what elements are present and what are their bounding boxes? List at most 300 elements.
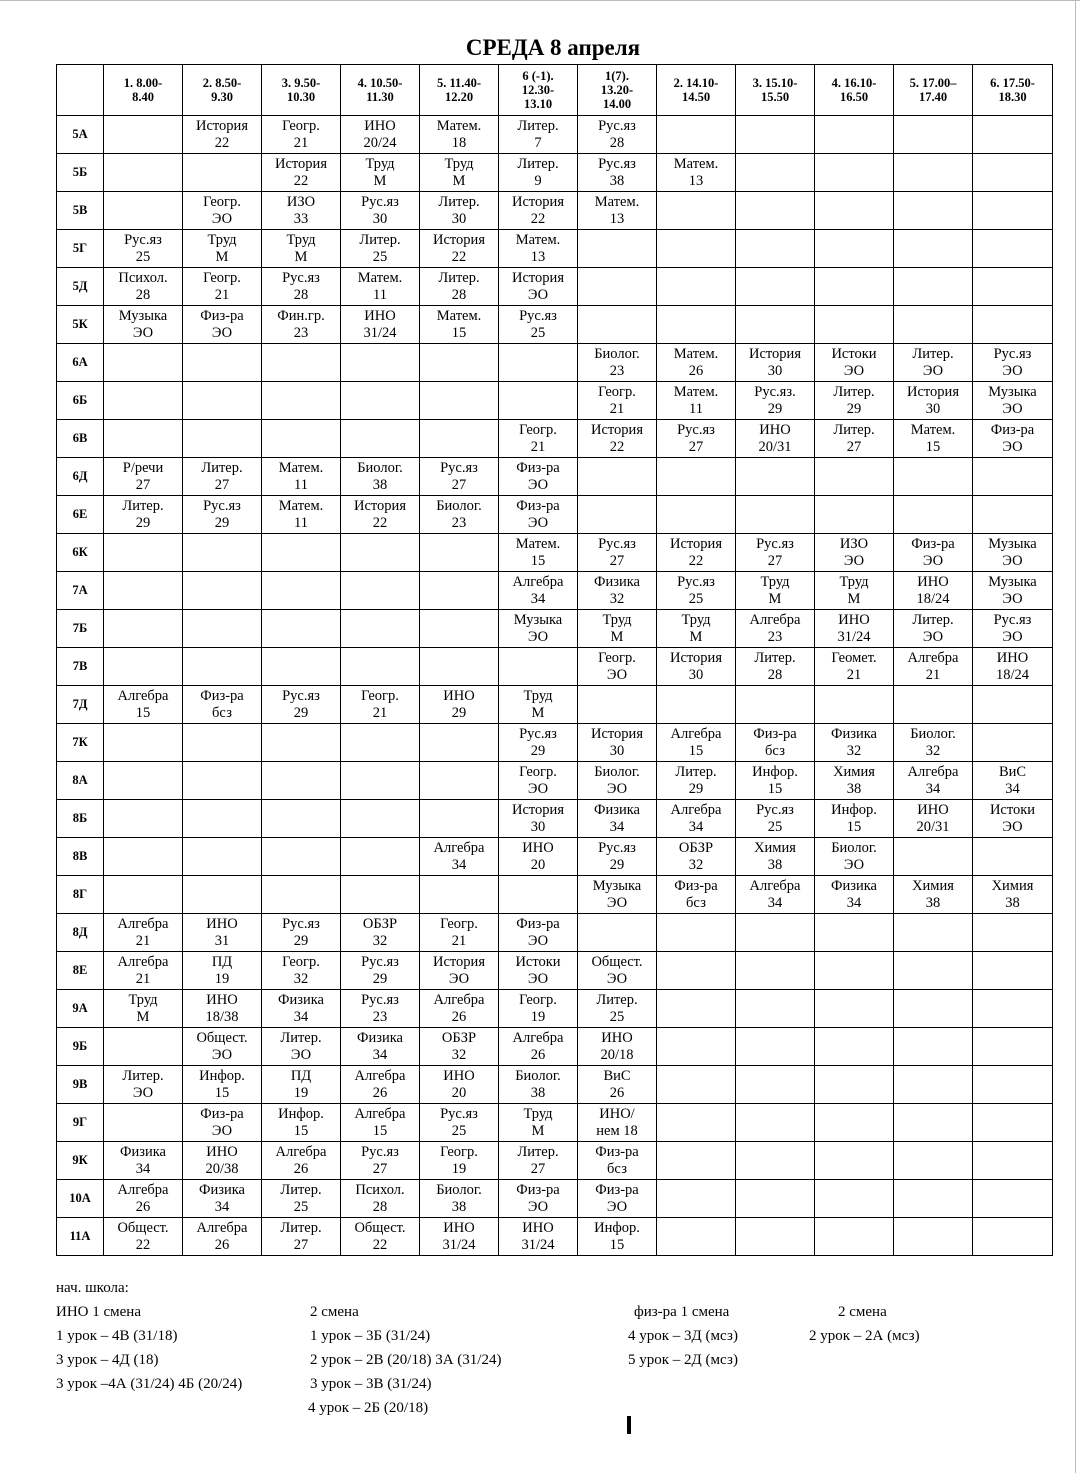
lesson-room: ЭО bbox=[1002, 552, 1023, 569]
lesson-room: 29 bbox=[609, 856, 625, 873]
lesson-room: 11 bbox=[373, 286, 387, 303]
class-label: 7Б bbox=[57, 610, 104, 648]
lesson-cell bbox=[578, 534, 657, 572]
lesson-room: М bbox=[689, 628, 703, 645]
lesson-cell bbox=[183, 382, 262, 420]
lesson-subject: Алгебра bbox=[670, 725, 722, 742]
lesson-cell bbox=[894, 534, 973, 572]
lesson-cell bbox=[973, 154, 1053, 192]
class-label: 8Д bbox=[57, 914, 104, 952]
lesson-subject: Биолог. bbox=[594, 345, 640, 362]
lesson-room: 15 bbox=[925, 438, 941, 455]
class-label: 6В bbox=[57, 420, 104, 458]
lesson-cell bbox=[578, 344, 657, 382]
lesson-room: 22 bbox=[372, 514, 388, 531]
ino-shift2-item: 4 урок – 2Б (20/18) bbox=[308, 1400, 429, 1416]
lesson-room: 28 bbox=[767, 666, 783, 683]
lesson-cell bbox=[973, 1218, 1053, 1256]
lesson-subject: Рус.яз bbox=[124, 231, 162, 248]
lesson-subject: Литер. bbox=[912, 611, 954, 628]
lesson-cell bbox=[262, 230, 341, 268]
lesson-cell bbox=[815, 306, 894, 344]
lesson-cell bbox=[894, 306, 973, 344]
lesson-cell bbox=[578, 876, 657, 914]
lesson-cell bbox=[973, 1142, 1053, 1180]
lesson-room: бсз bbox=[765, 742, 785, 759]
lesson-room: 13 bbox=[609, 210, 625, 227]
lesson-cell bbox=[578, 420, 657, 458]
lesson-room: М bbox=[452, 172, 466, 189]
lesson-cell bbox=[657, 1180, 736, 1218]
lesson-cell bbox=[973, 610, 1053, 648]
lesson-subject: ИНО bbox=[443, 1219, 475, 1236]
period-time-line: 15.50 bbox=[760, 90, 790, 104]
lesson-cell bbox=[341, 382, 420, 420]
lesson-cell bbox=[736, 116, 815, 154]
lesson-subject: Музыка bbox=[592, 877, 642, 894]
lesson-subject: Литер. bbox=[201, 459, 243, 476]
lesson-cell bbox=[736, 610, 815, 648]
table-row bbox=[57, 762, 1053, 800]
lesson-subject: Геогр. bbox=[203, 269, 241, 286]
lesson-cell bbox=[341, 610, 420, 648]
lesson-cell bbox=[499, 1028, 578, 1066]
lesson-subject: Рус.яз bbox=[519, 307, 557, 324]
lesson-subject: Литер. bbox=[754, 649, 796, 666]
lesson-cell bbox=[894, 268, 973, 306]
lesson-cell bbox=[815, 1142, 894, 1180]
lesson-room: 27 bbox=[372, 1160, 388, 1177]
lesson-subject: Биолог. bbox=[831, 839, 877, 856]
period-time-line: 5. 17.00– bbox=[909, 76, 957, 90]
lesson-cell bbox=[183, 572, 262, 610]
lesson-cell bbox=[736, 1104, 815, 1142]
lesson-room: 27 bbox=[688, 438, 704, 455]
lesson-cell bbox=[262, 382, 341, 420]
period-time-line: 12.20 bbox=[444, 90, 474, 104]
lesson-room: 25 bbox=[372, 248, 388, 265]
lesson-room: ЭО bbox=[606, 970, 628, 987]
lesson-room: 30 bbox=[925, 400, 941, 417]
lesson-room: 22 bbox=[451, 248, 467, 265]
lesson-cell bbox=[894, 1218, 973, 1256]
lesson-cell bbox=[420, 1028, 499, 1066]
lesson-cell bbox=[815, 268, 894, 306]
lesson-room: 31/24 bbox=[521, 1236, 555, 1253]
lesson-room: 13 bbox=[530, 248, 546, 265]
lesson-room: ЭО bbox=[1002, 362, 1023, 379]
lesson-room: 26 bbox=[372, 1084, 388, 1101]
ino-shift2-heading: 2 смена bbox=[310, 1304, 359, 1320]
class-label: 8Е bbox=[57, 952, 104, 990]
lesson-subject: Матем. bbox=[594, 193, 640, 210]
lesson-room: ЭО bbox=[448, 970, 470, 987]
lesson-cell bbox=[894, 458, 973, 496]
lesson-room: 34 bbox=[688, 818, 704, 835]
lesson-subject: ИНО bbox=[206, 915, 238, 932]
lesson-room: 34 bbox=[925, 780, 941, 797]
lesson-cell bbox=[104, 420, 183, 458]
lesson-subject: Рус.яз bbox=[756, 535, 794, 552]
lesson-cell bbox=[262, 496, 341, 534]
lesson-room: 29 bbox=[372, 970, 388, 987]
lesson-subject: Алгебра bbox=[117, 687, 169, 704]
lesson-room: ЭО bbox=[211, 1122, 233, 1139]
lesson-cell bbox=[894, 572, 973, 610]
lesson-cell bbox=[183, 876, 262, 914]
lesson-cell bbox=[499, 572, 578, 610]
lesson-room: 20/24 bbox=[363, 134, 397, 151]
lesson-room: 30 bbox=[609, 742, 625, 759]
lesson-cell bbox=[341, 116, 420, 154]
period-time-line: 2. 14.10- bbox=[673, 76, 719, 90]
lesson-cell bbox=[578, 724, 657, 762]
lesson-cell bbox=[104, 230, 183, 268]
lesson-cell bbox=[104, 192, 183, 230]
lesson-cell bbox=[815, 724, 894, 762]
lesson-subject: Алгебра bbox=[670, 801, 722, 818]
lesson-cell bbox=[420, 876, 499, 914]
lesson-cell bbox=[183, 914, 262, 952]
lesson-room: 31 bbox=[214, 932, 230, 949]
lesson-subject: Матем. bbox=[515, 535, 561, 552]
lesson-subject: Рус.яз bbox=[598, 839, 636, 856]
lesson-cell bbox=[578, 648, 657, 686]
lesson-cell bbox=[657, 990, 736, 1028]
lesson-subject: Физ-ра bbox=[990, 421, 1035, 438]
lesson-room: 30 bbox=[530, 818, 546, 835]
lesson-cell bbox=[499, 876, 578, 914]
lesson-room: 27 bbox=[846, 438, 862, 455]
lesson-cell bbox=[420, 762, 499, 800]
lesson-subject: Алгебра bbox=[117, 1181, 169, 1198]
lesson-subject: ИЗО bbox=[286, 193, 316, 210]
period-header bbox=[736, 65, 815, 116]
lesson-subject: Рус.яз bbox=[677, 421, 715, 438]
lesson-subject: Физ-ра bbox=[674, 877, 718, 894]
lesson-room: ЭО bbox=[843, 362, 865, 379]
lesson-subject: Рус.яз bbox=[993, 611, 1032, 628]
lesson-room: 25 bbox=[293, 1198, 309, 1215]
lesson-cell bbox=[104, 990, 183, 1028]
lesson-cell bbox=[262, 724, 341, 762]
lesson-room: 20/31 bbox=[916, 818, 950, 835]
lesson-cell bbox=[104, 1066, 183, 1104]
lesson-cell bbox=[973, 952, 1053, 990]
class-label: 9Б bbox=[57, 1028, 104, 1066]
table-row bbox=[57, 876, 1053, 914]
lesson-room: 18/24 bbox=[995, 666, 1030, 683]
period-header bbox=[973, 65, 1053, 116]
lesson-cell bbox=[973, 800, 1053, 838]
lesson-subject: История bbox=[354, 497, 406, 514]
lesson-cell bbox=[183, 306, 262, 344]
lesson-room: 15 bbox=[846, 818, 862, 835]
lesson-subject: Биолог. bbox=[436, 497, 482, 514]
lesson-cell bbox=[736, 800, 815, 838]
lesson-cell bbox=[104, 838, 183, 876]
lesson-room: 18/24 bbox=[916, 590, 950, 607]
lesson-room: 27 bbox=[530, 1160, 546, 1177]
table-row bbox=[57, 382, 1053, 420]
lesson-cell bbox=[894, 420, 973, 458]
lesson-subject: Музыка bbox=[988, 535, 1037, 552]
lesson-cell bbox=[420, 382, 499, 420]
lesson-cell bbox=[262, 648, 341, 686]
lesson-cell bbox=[815, 762, 894, 800]
lesson-room: 23 bbox=[767, 628, 783, 645]
lesson-cell bbox=[815, 1104, 894, 1142]
lesson-cell bbox=[183, 230, 262, 268]
lesson-subject: Матем. bbox=[673, 155, 719, 172]
lesson-room: 20 bbox=[451, 1084, 467, 1101]
lesson-cell bbox=[262, 838, 341, 876]
period-header bbox=[341, 65, 420, 116]
lesson-subject: Литер. bbox=[280, 1181, 322, 1198]
lesson-cell bbox=[104, 116, 183, 154]
lesson-cell bbox=[183, 990, 262, 1028]
lesson-cell bbox=[894, 686, 973, 724]
lesson-room: бсз bbox=[607, 1160, 627, 1177]
class-label: 8Б bbox=[57, 800, 104, 838]
lesson-subject: Физ-ра bbox=[200, 307, 244, 324]
lesson-cell bbox=[499, 154, 578, 192]
lesson-subject: Р/речи bbox=[122, 459, 164, 476]
lesson-cell bbox=[736, 990, 815, 1028]
lesson-subject: ИНО bbox=[522, 839, 554, 856]
lesson-subject: ИНО bbox=[443, 687, 475, 704]
lesson-subject: Физика bbox=[831, 877, 877, 894]
lesson-subject: Алгебра bbox=[749, 611, 801, 628]
lesson-cell bbox=[341, 648, 420, 686]
lesson-cell bbox=[262, 116, 341, 154]
lesson-room: ЭО bbox=[606, 1198, 628, 1215]
lesson-cell bbox=[262, 990, 341, 1028]
lesson-cell bbox=[499, 458, 578, 496]
lesson-cell bbox=[420, 154, 499, 192]
lesson-cell bbox=[499, 116, 578, 154]
lesson-room: 32 bbox=[451, 1046, 467, 1063]
lesson-cell bbox=[420, 952, 499, 990]
lesson-room: 25 bbox=[688, 590, 704, 607]
lesson-cell bbox=[341, 572, 420, 610]
table-row bbox=[57, 838, 1053, 876]
lesson-room: М bbox=[768, 590, 782, 607]
lesson-cell bbox=[973, 458, 1053, 496]
lesson-cell bbox=[104, 762, 183, 800]
lesson-cell bbox=[262, 1180, 341, 1218]
lesson-room: 18/38 bbox=[205, 1008, 239, 1025]
lesson-subject: Рус.яз bbox=[361, 991, 399, 1008]
lesson-cell bbox=[736, 192, 815, 230]
lesson-room: 29 bbox=[135, 514, 151, 531]
class-label: 5Д bbox=[57, 268, 104, 306]
lesson-cell bbox=[341, 914, 420, 952]
lesson-room: 11 bbox=[294, 514, 308, 531]
lesson-cell bbox=[341, 344, 420, 382]
lesson-subject: Инфор. bbox=[199, 1067, 245, 1084]
lesson-subject: Матем. bbox=[278, 459, 324, 476]
lesson-cell bbox=[499, 192, 578, 230]
lesson-subject: История bbox=[670, 535, 722, 552]
lesson-subject: Истоки bbox=[831, 345, 877, 362]
lesson-room: 15 bbox=[767, 780, 783, 797]
lesson-cell bbox=[657, 496, 736, 534]
period-time-line: 17.40 bbox=[918, 90, 948, 104]
lesson-subject: Физ-ра bbox=[200, 1105, 244, 1122]
lesson-cell bbox=[420, 1142, 499, 1180]
lesson-cell bbox=[736, 344, 815, 382]
lesson-cell bbox=[657, 154, 736, 192]
lesson-cell bbox=[894, 154, 973, 192]
period-time-line: 18.30 bbox=[998, 90, 1027, 104]
lesson-subject: Химия bbox=[991, 877, 1034, 894]
lesson-room: М bbox=[294, 248, 308, 265]
lesson-cell bbox=[657, 952, 736, 990]
table-row bbox=[57, 192, 1053, 230]
lesson-cell bbox=[420, 192, 499, 230]
lesson-subject: Рус.яз bbox=[440, 1105, 478, 1122]
lesson-room: 38 bbox=[767, 856, 783, 873]
lesson-cell bbox=[499, 306, 578, 344]
lesson-cell bbox=[815, 458, 894, 496]
lesson-cell bbox=[262, 1142, 341, 1180]
lesson-cell bbox=[262, 1104, 341, 1142]
lesson-cell bbox=[815, 648, 894, 686]
lesson-cell bbox=[341, 154, 420, 192]
period-header bbox=[578, 65, 657, 116]
lesson-cell bbox=[341, 534, 420, 572]
lesson-cell bbox=[578, 990, 657, 1028]
table-row bbox=[57, 1028, 1053, 1066]
lesson-cell bbox=[736, 876, 815, 914]
class-label: 7Д bbox=[57, 686, 104, 724]
lesson-subject: Труд bbox=[286, 231, 316, 248]
lesson-room: 22 bbox=[293, 172, 309, 189]
lesson-cell bbox=[104, 306, 183, 344]
lesson-cell bbox=[578, 1218, 657, 1256]
lesson-cell bbox=[894, 724, 973, 762]
lesson-room: 34 bbox=[372, 1046, 388, 1063]
lesson-cell bbox=[262, 192, 341, 230]
page-right-edge bbox=[1075, 0, 1076, 1473]
lesson-subject: Матем. bbox=[515, 231, 561, 248]
lesson-cell bbox=[341, 306, 420, 344]
lesson-cell bbox=[894, 116, 973, 154]
lesson-subject: Биолог. bbox=[910, 725, 956, 742]
lesson-cell bbox=[341, 1180, 420, 1218]
period-time-line: 4. 16.10- bbox=[831, 76, 877, 90]
lesson-subject: Геогр. bbox=[440, 1143, 478, 1160]
period-time-line: 3. 15.10- bbox=[752, 76, 798, 90]
lesson-subject: Геогр. bbox=[203, 193, 241, 210]
lesson-subject: Труд bbox=[602, 611, 632, 628]
lesson-subject: Общест. bbox=[117, 1219, 169, 1236]
lesson-subject: ОБЗР bbox=[362, 915, 398, 932]
ino-shift1-item: 1 урок – 4В (31/18) bbox=[56, 1328, 178, 1344]
table-row bbox=[57, 686, 1053, 724]
lesson-subject: Фин.гр. bbox=[277, 307, 325, 324]
lesson-subject: Алгебра bbox=[354, 1067, 406, 1084]
period-time-line: 11.30 bbox=[366, 90, 394, 104]
lesson-cell bbox=[262, 534, 341, 572]
lesson-cell bbox=[341, 420, 420, 458]
lesson-cell bbox=[104, 496, 183, 534]
lesson-cell bbox=[657, 420, 736, 458]
lesson-cell bbox=[736, 572, 815, 610]
lesson-cell bbox=[894, 762, 973, 800]
lesson-cell bbox=[183, 762, 262, 800]
lesson-subject: Общест. bbox=[354, 1219, 406, 1236]
lesson-cell bbox=[183, 1066, 262, 1104]
lesson-room: нем 18 bbox=[596, 1122, 638, 1139]
lesson-subject: Биолог. bbox=[357, 459, 403, 476]
lesson-room: ЭО bbox=[211, 210, 233, 227]
lesson-cell bbox=[578, 762, 657, 800]
lesson-cell bbox=[104, 154, 183, 192]
lesson-cell bbox=[578, 838, 657, 876]
lesson-cell bbox=[973, 1180, 1053, 1218]
lesson-room: 38 bbox=[925, 894, 941, 911]
lesson-subject: Геогр. bbox=[440, 915, 478, 932]
lesson-cell bbox=[499, 230, 578, 268]
lesson-cell bbox=[815, 496, 894, 534]
lesson-cell bbox=[815, 154, 894, 192]
lesson-cell bbox=[973, 192, 1053, 230]
lesson-subject: Рус.яз bbox=[361, 1143, 399, 1160]
lesson-room: 26 bbox=[609, 1084, 625, 1101]
lesson-room: 22 bbox=[372, 1236, 388, 1253]
lesson-cell bbox=[578, 116, 657, 154]
lesson-room: 22 bbox=[688, 552, 704, 569]
lesson-room: ЭО bbox=[132, 324, 154, 341]
lesson-subject: Физ-ра bbox=[595, 1181, 639, 1198]
lesson-subject: История bbox=[512, 193, 564, 210]
lesson-room: 15 bbox=[451, 324, 467, 341]
ino-shift2-item: 1 урок – 3Б (31/24) bbox=[310, 1328, 431, 1344]
lesson-cell bbox=[973, 876, 1053, 914]
lesson-subject: Рус.яз bbox=[519, 725, 557, 742]
lesson-subject: Инфор. bbox=[752, 763, 798, 780]
lesson-cell bbox=[657, 838, 736, 876]
lesson-room: 20/18 bbox=[600, 1046, 634, 1063]
lesson-cell bbox=[736, 230, 815, 268]
lesson-cell bbox=[815, 610, 894, 648]
lesson-room: ЭО bbox=[132, 1084, 154, 1101]
lesson-cell bbox=[104, 1218, 183, 1256]
lesson-subject: ИЗО bbox=[839, 535, 869, 552]
lesson-cell bbox=[736, 838, 815, 876]
ino-shift1-heading: ИНО 1 смена bbox=[56, 1304, 141, 1320]
lesson-cell bbox=[736, 382, 815, 420]
lesson-cell bbox=[183, 838, 262, 876]
lesson-cell bbox=[973, 572, 1053, 610]
lesson-room: 23 bbox=[609, 362, 625, 379]
lesson-cell bbox=[973, 306, 1053, 344]
lesson-subject: Рус.яз bbox=[993, 345, 1032, 362]
lesson-subject: Рус.яз bbox=[598, 535, 636, 552]
lesson-subject: Литер. bbox=[359, 231, 401, 248]
lesson-room: ЭО bbox=[527, 1198, 549, 1215]
lesson-cell bbox=[499, 800, 578, 838]
lesson-cell bbox=[578, 1104, 657, 1142]
lesson-room: 33 bbox=[293, 210, 309, 227]
lesson-cell bbox=[420, 306, 499, 344]
lesson-room: 38 bbox=[1005, 894, 1020, 911]
lesson-subject: Матем. bbox=[436, 117, 482, 134]
lesson-cell bbox=[183, 496, 262, 534]
lesson-subject: Геогр. bbox=[519, 763, 557, 780]
